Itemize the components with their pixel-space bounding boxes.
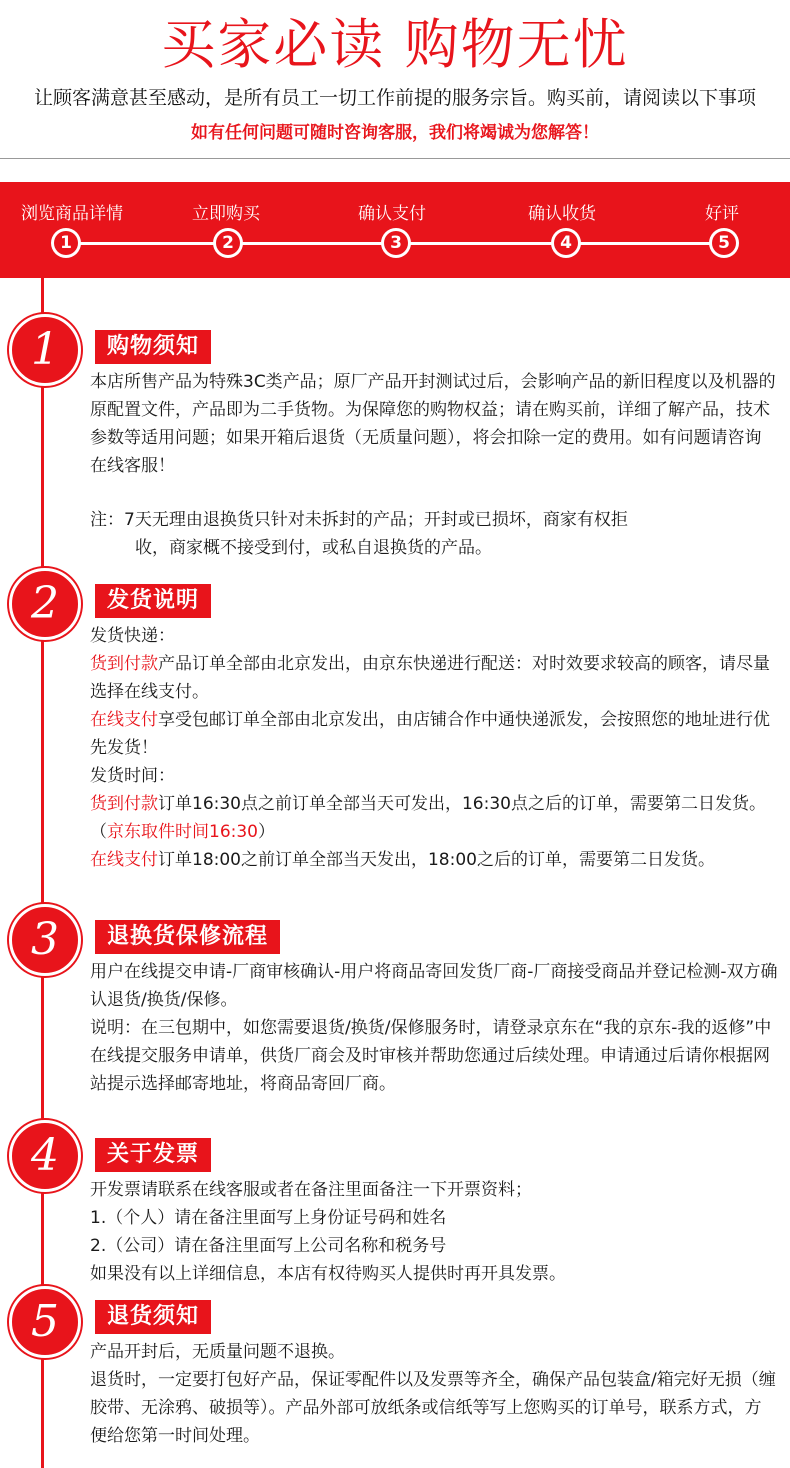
step-label-receive: 确认收货 [528, 204, 596, 224]
online-time-line [90, 846, 778, 874]
cod-highlight: 货到付款 [90, 654, 158, 674]
section-body-4 [90, 1176, 778, 1288]
time-label: 发货时间： [90, 766, 175, 786]
online-time-text: 订单18:00之前订单全部当天发出，18:00之后的订单，需要第二日发货。 [158, 850, 715, 870]
return-process-explanation: 说明：在三包期中，如您需要退货/换货/保修服务时，请登录京东在“我的京东-我的返修”中在线提交服务申请单，供货厂商会及时审核并帮助您通过后续处理。申请通过后请你根据网站提示选择邮寄地址，将商品寄回厂商。 [90, 1018, 772, 1094]
section-title-5: 退货须知 [95, 1300, 211, 1334]
page-subtitle: 让顾客满意甚至感动，是所有员工一切工作前提的服务宗旨。购买前，请阅读以下事项 [33, 87, 756, 109]
purchase-steps-bar [0, 182, 790, 278]
page-header [0, 0, 790, 160]
section-title-1: 购物须知 [95, 330, 211, 364]
cod-highlight-time: 货到付款 [90, 794, 158, 814]
pickup-time: 京东取件时间16:30 [107, 822, 258, 842]
section-number-badge-1 [9, 314, 81, 386]
close-paren: ） [258, 822, 275, 842]
section-number-4: 4 [31, 1130, 59, 1181]
invoice-contact-text: 开发票请联系在线客服或者在备注里面备注一下开票资料； [90, 1180, 532, 1200]
section-number-badge-4 [9, 1120, 81, 1192]
section-number-badge-2 [9, 568, 81, 640]
header-divider [0, 158, 790, 159]
return-policy-note: 注：7天无理由退换货只针对未拆封的产品；开封或已损坏，商家有权拒 [90, 510, 628, 530]
online-express-line [90, 706, 778, 762]
section-title-2: 发货说明 [95, 584, 211, 618]
step-label-browse: 浏览商品详情 [21, 204, 123, 224]
step-number-4 [551, 228, 581, 258]
express-label: 发货快递： [90, 626, 175, 646]
section-body-5 [90, 1338, 778, 1450]
section-body-1 [90, 368, 778, 562]
section-title-4: 关于发票 [95, 1138, 211, 1172]
cod-time-text: 订单16:30点之前订单全部当天可发出，16:30点之后的订单，需要第二日发货。（ [90, 794, 766, 842]
step-number-3-text: 3 [384, 231, 408, 255]
return-packing-text: 退货时，一定要打包好产品，保证零配件以及发票等齐全，确保产品包装盒/箱完好无损（缠胶带、无涂鸦、破损等）。产品外部可放纸条或信纸等写上您购买的订单号，联系方式，方便给您第一时间处理。 [90, 1370, 776, 1446]
step-number-2 [213, 228, 243, 258]
invoice-company-text: 2.（公司）请在备注里面写上公司名称和税务号 [90, 1236, 447, 1256]
section-body-3 [90, 958, 778, 1098]
section-number-badge-5 [9, 1286, 81, 1358]
online-highlight: 在线支付 [90, 710, 158, 730]
online-express-text: 享受包邮订单全部由北京发出，由店铺合作中通快递派发，会按照您的地址进行优先发货！ [90, 710, 770, 758]
no-return-text: 产品开封后，无质量问题不退换。 [90, 1342, 345, 1362]
return-policy-note-cont: 收，商家概不接受到付，或私自退换货的产品。 [135, 538, 492, 558]
step-number-5 [709, 228, 739, 258]
invoice-personal-text: 1.（个人）请在备注里面写上身份证号码和姓名 [90, 1208, 447, 1228]
step-number-1 [51, 228, 81, 258]
invoice-missing-info-text: 如果没有以上详细信息，本店有权待购买人提供时再开具发票。 [90, 1264, 566, 1284]
step-label-review: 好评 [705, 204, 739, 224]
section-number-5: 5 [31, 1296, 59, 1347]
cod-express-text: 产品订单全部由北京发出，由京东快递进行配送：对时效要求较高的顾客，请尽量选择在线支付。 [90, 654, 770, 702]
section-title-3: 退换货保修流程 [95, 920, 280, 954]
section-number-2: 2 [31, 578, 59, 629]
online-highlight-time: 在线支付 [90, 850, 158, 870]
step-label-buy: 立即购买 [192, 204, 260, 224]
step-label-pay: 确认支付 [358, 204, 426, 224]
section-number-badge-3 [9, 904, 81, 976]
return-process-text: 用户在线提交申请-厂商审核确认-用户将商品寄回发货厂商-厂商接受商品并登记检测-双方确认退货/换货/保修。 [90, 962, 778, 1010]
cod-express-line [90, 650, 778, 706]
cod-time-line [90, 790, 778, 846]
step-number-4-text: 4 [554, 231, 578, 255]
section-number-3: 3 [31, 914, 59, 965]
section-body-2 [90, 622, 778, 874]
step-number-3 [381, 228, 411, 258]
page-title: 买家必读 购物无忧 [161, 13, 629, 76]
service-notice: 如有任何问题可随时咨询客服，我们将竭诚为您解答！ [191, 123, 599, 143]
step-number-2-text: 2 [216, 231, 240, 255]
shopping-notice-text: 本店所售产品为特殊3C类产品；原厂产品开封测试过后，会影响产品的新旧程度以及机器的原配置文件，产品即为二手货物。为保障您的购物权益；请在购买前，详细了解产品，技术参数等适用问题；如果开箱后退货（无质量问题），将会扣除一定的费用。如有问题请咨询在线客服！ [90, 372, 776, 476]
step-number-5-text: 5 [712, 231, 736, 255]
step-number-1-text: 1 [54, 231, 78, 255]
section-number-1: 1 [31, 324, 59, 375]
